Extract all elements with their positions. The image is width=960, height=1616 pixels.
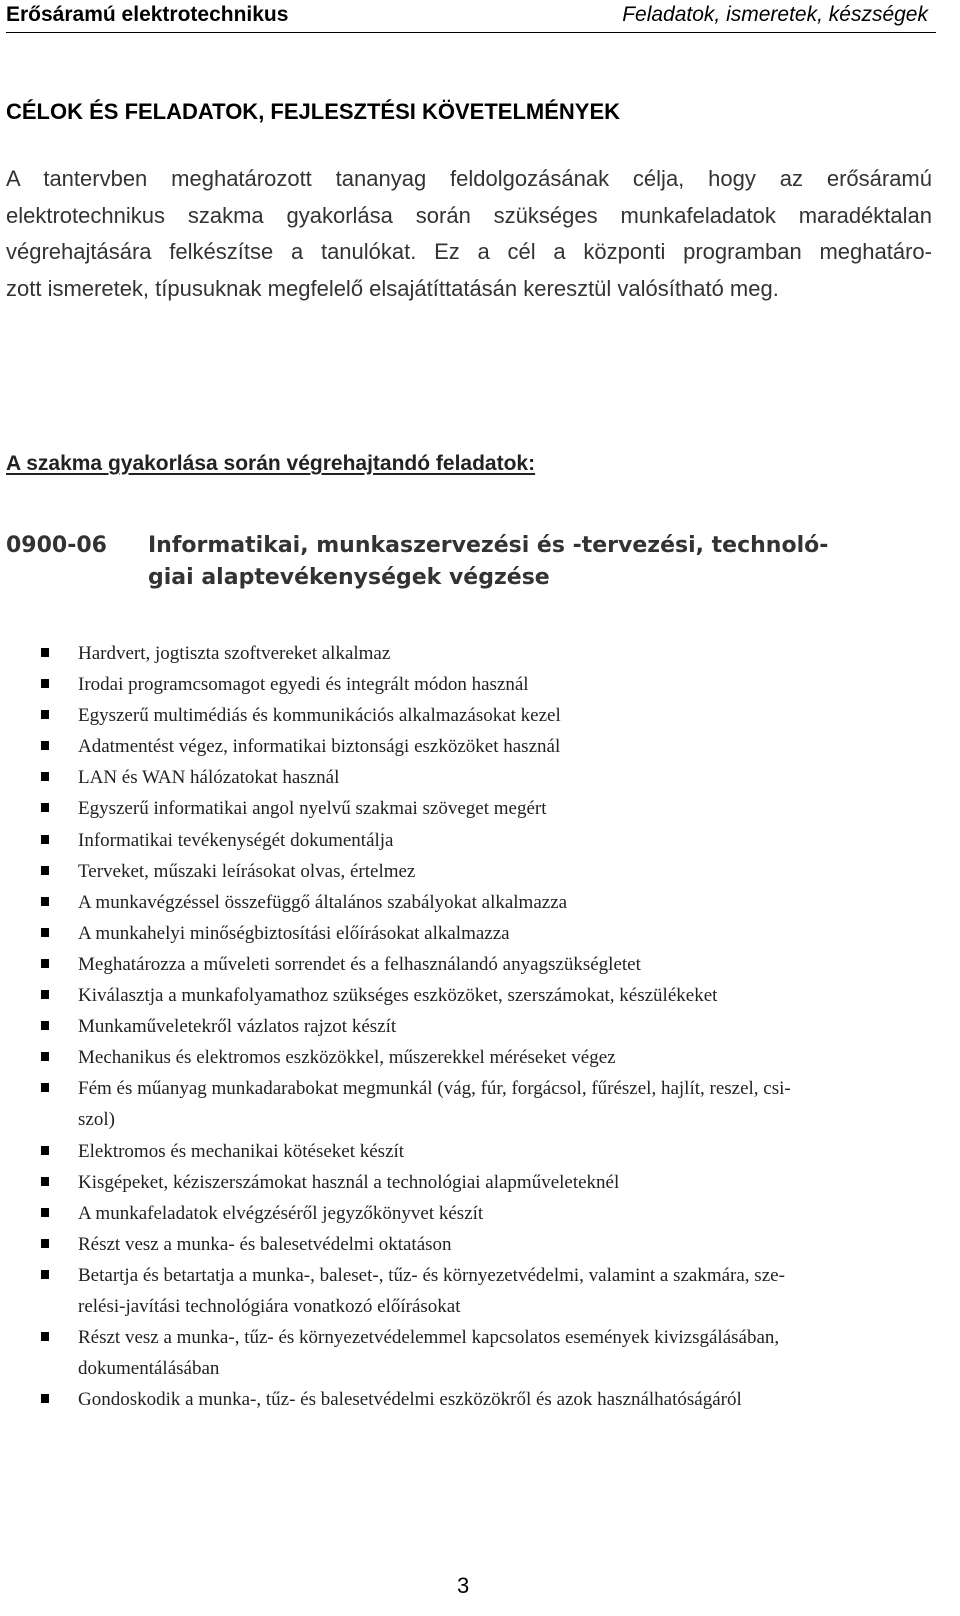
list-item — [0, 1260, 940, 1322]
list-item — [0, 825, 940, 856]
square-bullet-icon — [41, 1270, 49, 1279]
list-item-text: Adatmentést végez, informatikai biztonsági eszközöket használ — [78, 736, 561, 758]
square-bullet-icon — [41, 959, 49, 968]
square-bullet-icon — [41, 1083, 49, 1092]
list-item-text: Fém és műanyag munkadarabokat megmunkál (vág, fúr, forgácsol, fűrészel, hajlít, reszel, csi- — [78, 1078, 791, 1100]
list-item-text: Terveket, műszaki leírásokat olvas, értelmez — [78, 860, 416, 882]
list-item-text: Irodai programcsomagot egyedi és integrált módon használ — [78, 674, 529, 696]
square-bullet-icon — [41, 710, 49, 719]
header-section-title: Feladatok, ismeretek, készségek — [622, 3, 928, 26]
list-item — [0, 1198, 940, 1229]
list-item — [0, 638, 940, 669]
list-item — [0, 1073, 940, 1135]
list-item — [0, 856, 940, 887]
list-item-text: Meghatározza a műveleti sorrendet és a felhasználandó anyagszükségletet — [78, 953, 641, 975]
square-bullet-icon — [41, 897, 49, 906]
list-item — [0, 1229, 940, 1260]
list-item-text: Részt vesz a munka-, tűz- és környezetvédelemmel kapcsolatos események kivizsgálásában, — [78, 1327, 780, 1349]
square-bullet-icon — [41, 1208, 49, 1217]
intro-line: elektrotechnikus szakma gyakorlása során szükséges munkafeladatok maradéktalan — [6, 202, 932, 228]
square-bullet-icon — [41, 1239, 49, 1248]
square-bullet-icon — [41, 835, 49, 844]
list-item — [0, 700, 940, 731]
square-bullet-icon — [41, 1146, 49, 1155]
list-item — [0, 731, 940, 762]
task-list — [0, 638, 940, 1415]
list-item — [0, 1042, 940, 1073]
list-item-text: Elektromos és mechanikai kötéseket készít — [78, 1140, 405, 1162]
square-bullet-icon — [41, 1021, 49, 1030]
square-bullet-icon — [41, 1332, 49, 1341]
square-bullet-icon — [41, 803, 49, 812]
list-item-text: Egyszerű informatikai angol nyelvű szakmai szöveget megért — [78, 798, 547, 820]
section-title: CÉLOK ÉS FELADATOK, FEJLESZTÉSI KÖVETELMÉNYEK — [6, 99, 621, 124]
page-header — [6, 2, 936, 33]
square-bullet-icon — [41, 1052, 49, 1061]
square-bullet-icon — [41, 648, 49, 657]
list-item-text: relési-javítási technológiára vonatkozó előírásokat — [78, 1295, 461, 1317]
list-item-text: Informatikai tevékenységét dokumentálja — [78, 829, 394, 851]
list-item — [0, 1322, 940, 1384]
list-item-text: Mechanikus és elektromos eszközökkel, műszerekkel méréseket végez — [78, 1047, 616, 1069]
module-title — [148, 530, 918, 594]
module-title-line: giai alaptevékenységek végzése — [148, 565, 550, 590]
list-item-text: Kisgépeket, kéziszerszámokat használ a technológiai alapműveleteknél — [78, 1171, 620, 1193]
tasks-subtitle: A szakma gyakorlása során végrehajtandó feladatok: — [6, 452, 536, 475]
page-number: 3 — [457, 1573, 470, 1598]
list-item-text: Kiválasztja a munkafolyamathoz szükséges eszközöket, szerszámokat, készülékeket — [78, 985, 718, 1007]
list-item — [0, 793, 940, 824]
square-bullet-icon — [41, 928, 49, 937]
list-item — [0, 949, 940, 980]
header-document-title: Erősáramú elektrotechnikus — [6, 3, 289, 26]
list-item-text: A munkavégzéssel összefüggő általános szabályokat alkalmazza — [78, 891, 568, 913]
list-item-text: A munkahelyi minőségbiztosítási előírásokat alkalmazza — [78, 922, 510, 944]
square-bullet-icon — [41, 990, 49, 999]
list-item-text: Munkaműveletekről vázlatos rajzot készít — [78, 1016, 397, 1038]
list-item — [0, 918, 940, 949]
intro-line: A tantervben meghatározott tananyag feldolgozásának célja, hogy az erősáramú — [6, 166, 932, 191]
square-bullet-icon — [41, 741, 49, 750]
square-bullet-icon — [41, 1177, 49, 1186]
list-item-text: LAN és WAN hálózatokat használ — [78, 767, 340, 789]
intro-line: zott ismeretek, típusuknak megfelelő elsajátíttatásán keresztül valósítható meg. — [6, 275, 779, 301]
square-bullet-icon — [41, 1394, 49, 1403]
list-item — [0, 1384, 940, 1415]
square-bullet-icon — [41, 772, 49, 781]
list-item-text: Gondoskodik a munka-, tűz- és balesetvédelmi eszközökről és azok használhatóságáról — [78, 1389, 742, 1411]
list-item — [0, 762, 940, 793]
list-item — [0, 1136, 940, 1167]
module-code: 0900-06 — [6, 533, 107, 558]
list-item-text: Egyszerű multimédiás és kommunikációs alkalmazásokat kezel — [78, 705, 561, 727]
list-item-text: A munkafeladatok elvégzéséről jegyzőkönyvet készít — [78, 1202, 484, 1224]
list-item — [0, 669, 940, 700]
list-item — [0, 887, 940, 918]
list-item-text: szol) — [78, 1109, 115, 1131]
list-item-text: Hardvert, jogtiszta szoftvereket alkalmaz — [78, 643, 391, 664]
module-title-line: Informatikai, munkaszervezési és -tervezési, technoló- — [148, 533, 829, 558]
square-bullet-icon — [41, 679, 49, 688]
square-bullet-icon — [41, 866, 49, 875]
list-item-text: dokumentálásában — [78, 1358, 220, 1380]
list-item — [0, 980, 940, 1011]
list-item — [0, 1167, 940, 1198]
list-item-text: Betartja és betartatja a munka-, baleset-, tűz- és környezetvédelmi, valamint a szakmára, sze- — [78, 1264, 785, 1286]
list-item-text: Részt vesz a munka- és balesetvédelmi oktatáson — [78, 1233, 452, 1255]
intro-paragraph — [6, 161, 932, 307]
list-item — [0, 1011, 940, 1042]
intro-line: végrehajtására felkészítse a tanulókat. Ez a cél a központi programban meghatáro- — [6, 239, 932, 264]
